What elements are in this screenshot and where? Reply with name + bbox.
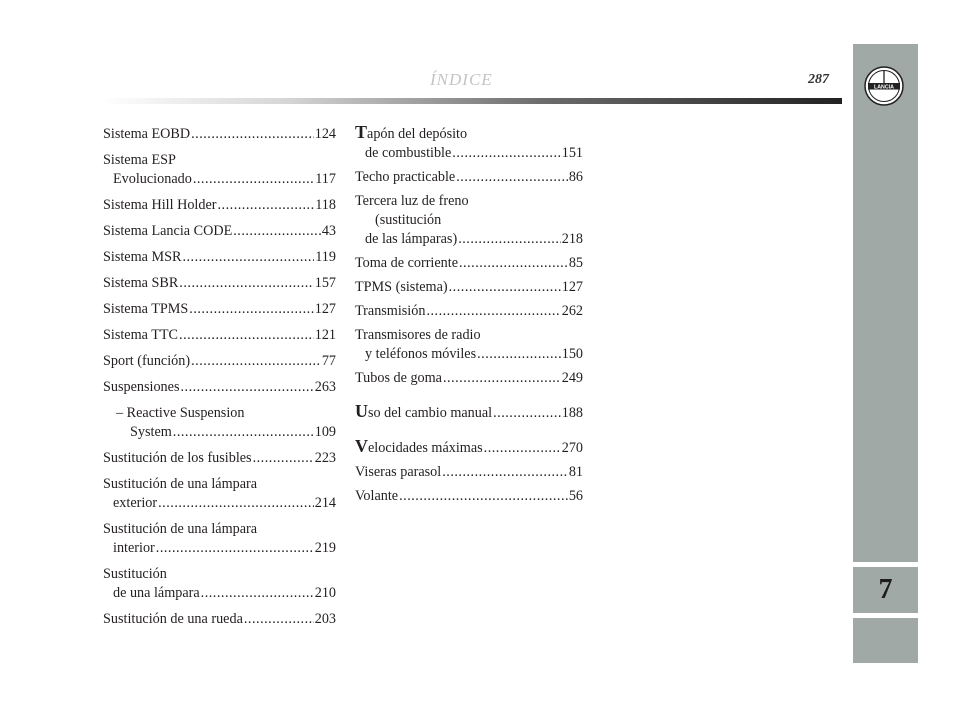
index-page-number: 77 [321, 353, 336, 369]
index-entry-label: de una lámpara [113, 585, 200, 601]
index-entry-line: Tapón del depósito [355, 122, 468, 142]
index-entry-line [103, 584, 336, 603]
index-page-number: 157 [314, 275, 336, 291]
index-page-number: 56 [568, 488, 583, 504]
index-letter-section [355, 123, 583, 388]
index-page-number: 249 [561, 370, 583, 386]
index-entry-label: exterior [113, 495, 158, 511]
index-entry-label: TPMS (sistema) [355, 279, 448, 295]
index-entry-line [103, 423, 336, 442]
index-entry-line [355, 302, 583, 321]
index-entry [355, 326, 583, 364]
index-page-number: 218 [561, 231, 583, 247]
index-entry-label: Suspensiones [103, 379, 180, 395]
index-entry [355, 369, 583, 388]
index-entry-label: Toma de corriente [355, 255, 458, 271]
index-letter-section [355, 402, 583, 423]
index-entry [103, 565, 336, 603]
index-entry-line [103, 222, 336, 241]
index-entry-line [355, 278, 583, 297]
dot-leader [182, 248, 314, 267]
index-page-number: 81 [568, 464, 583, 480]
index-entry-label: Sistema Lancia CODE [103, 223, 233, 239]
dot-leader [477, 345, 561, 364]
dot-leader [191, 125, 314, 144]
index-entry-line [103, 196, 336, 215]
index-entry-line [103, 352, 336, 371]
index-page-number: 127 [314, 301, 336, 317]
index-entry-line [103, 300, 336, 319]
index-page-number: 214 [314, 495, 336, 511]
index-entry-line [103, 494, 336, 513]
dot-leader [244, 610, 314, 629]
chapter-number: 7 [878, 574, 893, 605]
index-entry-line [355, 402, 583, 423]
index-entry-line [103, 274, 336, 293]
page-title: ÍNDICE [430, 70, 493, 89]
index-page-number: 118 [315, 197, 336, 213]
index-entry-label: Techo practicable [355, 169, 456, 185]
index-entry [103, 196, 336, 215]
index-entry [103, 404, 336, 442]
index-entry-label: System [130, 424, 172, 440]
index-entry [355, 192, 583, 249]
dot-leader [173, 423, 314, 442]
index-entry-label: Sport (función) [103, 353, 191, 369]
dot-leader [426, 302, 560, 321]
index-entry [103, 222, 336, 241]
index-entry-line [103, 610, 336, 629]
index-entry-label: Evolucionado [113, 171, 192, 187]
dot-leader [399, 487, 568, 506]
index-left-column [103, 125, 336, 636]
dot-leader [484, 439, 561, 458]
index-page-number: 150 [561, 346, 583, 362]
index-entry-label: Velocidades máximas [355, 436, 483, 456]
index-entry-line [355, 254, 583, 273]
index-entry [103, 449, 336, 468]
index-entry-line [103, 378, 336, 397]
index-entry-line: Transmisores de radio [355, 327, 481, 343]
index-entry-line [103, 449, 336, 468]
index-page-number: 263 [314, 379, 336, 395]
dot-leader [193, 170, 314, 189]
dot-leader [233, 222, 321, 241]
index-entry-line [355, 369, 583, 388]
dot-leader [458, 230, 561, 249]
index-entry-line [355, 487, 583, 506]
index-page-number: 223 [314, 450, 336, 466]
index-entry [355, 302, 583, 321]
index-entry-line [355, 463, 583, 482]
index-page-number: 85 [568, 255, 583, 271]
index-page-number: 119 [315, 249, 336, 265]
index-entry [355, 437, 583, 458]
index-entry-label: Sistema SBR [103, 275, 179, 291]
index-entry [103, 300, 336, 319]
index-entry [355, 168, 583, 187]
index-entry-label: de combustible [365, 145, 452, 161]
index-entry-line: Sustitución de una lámpara [103, 521, 258, 537]
index-entry-line [103, 539, 336, 558]
index-entry [103, 352, 336, 371]
lancia-logo-icon [864, 66, 904, 106]
index-entry [103, 610, 336, 629]
dot-leader [449, 278, 561, 297]
dot-leader [253, 449, 314, 468]
dot-leader [189, 300, 313, 319]
index-page-number: 121 [314, 327, 336, 343]
index-entry [355, 487, 583, 506]
index-entry-label: interior [113, 540, 155, 556]
dot-leader [443, 369, 561, 388]
index-right-column [355, 123, 583, 511]
index-entry [103, 274, 336, 293]
index-page-number: 43 [321, 223, 336, 239]
index-page-number: 86 [568, 169, 583, 185]
index-page-number: 188 [561, 405, 583, 421]
index-entry-line [355, 168, 583, 187]
dot-leader [158, 494, 314, 513]
index-entry-line [355, 230, 583, 249]
index-entry-line: (sustitución [375, 212, 442, 228]
index-page-number: 109 [314, 424, 336, 440]
index-entry-line [103, 248, 336, 267]
index-page-number: 124 [314, 126, 336, 142]
index-entry [103, 125, 336, 144]
dot-leader [201, 584, 314, 603]
index-entry [355, 123, 583, 163]
index-page-number: 151 [561, 145, 583, 161]
dot-leader [459, 254, 568, 273]
index-entry-line [103, 125, 336, 144]
index-entry-label: de las lámparas) [365, 231, 458, 247]
index-page-number: 117 [315, 171, 336, 187]
index-entry [103, 248, 336, 267]
index-entry-line [355, 437, 583, 458]
side-tab-divider [853, 613, 918, 618]
index-letter-section [355, 437, 583, 506]
index-page-number: 262 [561, 303, 583, 319]
index-entry-label: Sistema TTC [103, 327, 179, 343]
index-entry-line: Tercera luz de freno [355, 193, 469, 209]
index-entry [355, 254, 583, 273]
header-rule [100, 98, 842, 104]
index-entry-line: Sustitución de una lámpara [103, 476, 258, 492]
index-entry-label: Viseras parasol [355, 464, 442, 480]
dot-leader [191, 352, 321, 371]
index-entry [355, 278, 583, 297]
index-entry-label: Sustitución de los fusibles [103, 450, 252, 466]
index-page-number: 219 [314, 540, 336, 556]
dot-leader [452, 144, 560, 163]
index-entry-line [103, 170, 336, 189]
dot-leader [493, 404, 561, 423]
dot-leader [442, 463, 568, 482]
index-entry-label: Transmisión [355, 303, 426, 319]
index-page-number: 210 [314, 585, 336, 601]
index-entry-label: Tubos de goma [355, 370, 442, 386]
page-number: 287 [808, 72, 829, 87]
index-entry-line: Sustitución [103, 566, 167, 582]
dot-leader [179, 326, 314, 345]
dot-leader [179, 274, 313, 293]
logo-text: LANCIA [873, 84, 895, 91]
index-entry-line [355, 345, 583, 364]
index-entry-line: Sistema ESP [103, 152, 176, 168]
index-entry [103, 378, 336, 397]
dot-leader [180, 378, 313, 397]
index-entry-label: Volante [355, 488, 399, 504]
index-entry-label: Sustitución de una rueda [103, 611, 243, 627]
index-entry [103, 520, 336, 558]
index-entry-label: Sistema MSR [103, 249, 182, 265]
index-page-number: 270 [561, 440, 583, 456]
index-entry-label: y teléfonos móviles [365, 346, 477, 362]
index-entry-line [103, 326, 336, 345]
index-entry-label: Sistema Hill Holder [103, 197, 217, 213]
index-entry-label: Sistema TPMS [103, 301, 189, 317]
dot-leader [156, 539, 314, 558]
index-entry [103, 151, 336, 189]
index-entry-label: Sistema EOBD [103, 126, 191, 142]
dot-leader [218, 196, 315, 215]
index-entry [355, 463, 583, 482]
dot-leader [456, 168, 568, 187]
index-entry [355, 402, 583, 423]
index-page-number: 203 [314, 611, 336, 627]
index-entry-line: – Reactive Suspension [116, 405, 245, 421]
index-entry-line [355, 144, 583, 163]
index-entry [103, 475, 336, 513]
index-entry [103, 326, 336, 345]
index-page-number: 127 [561, 279, 583, 295]
index-entry-label: Uso del cambio manual [355, 401, 493, 421]
